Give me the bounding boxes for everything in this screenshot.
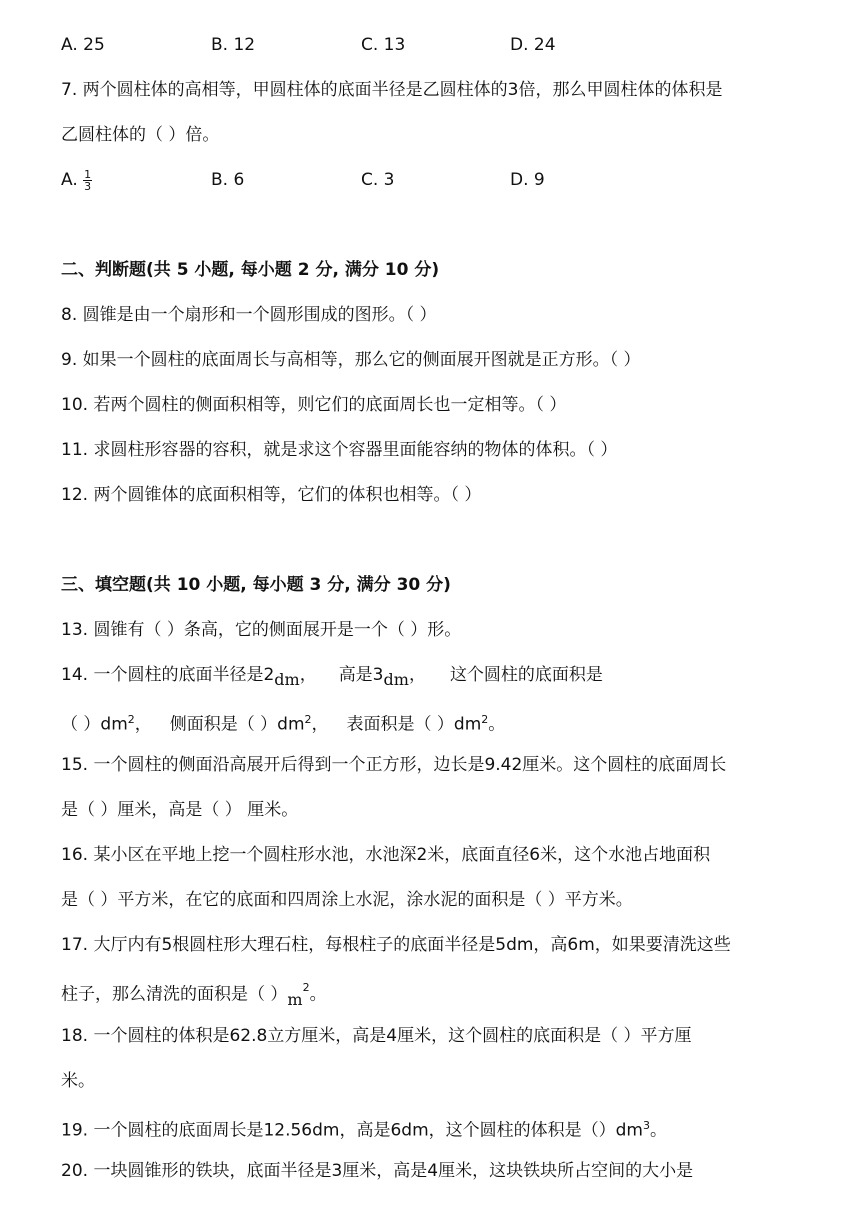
q14-lateral-area: 侧面积是（ ）dm (169, 714, 305, 735)
q7-option-a-prefix: A. (61, 170, 78, 190)
q14-unit-2: dm (383, 670, 409, 689)
q14-sq-1: 2 (127, 713, 135, 726)
q6-option-a: A. 25 (61, 35, 105, 55)
q14-sq-2: 2 (304, 713, 312, 726)
q20-line-1: 20. 一块圆锥形的铁块，底面半径是3厘米，高是4厘米，这块铁块所占空间的大小是 (61, 1161, 694, 1181)
q14-line-2 (61, 708, 505, 737)
q19-end: 。 (649, 1120, 667, 1141)
q14-bottom-area: （ ）dm (61, 714, 128, 735)
q14-text-5: 这个圆柱的底面积是 (449, 665, 603, 685)
q18-line-1: 18. 一个圆柱的体积是62.8立方厘米，高是4厘米，这个圆柱的底面积是（ ）平方厘 (61, 1026, 692, 1046)
q19-sup: 3 (642, 1119, 650, 1132)
q16-line-2: 是（ ）平方米，在它的底面和四周涂上水泥，涂水泥的面积是（ ）平方米。 (61, 890, 633, 910)
q11: 11. 求圆柱形容器的容积，就是求这个容器里面能容纳的物体的体积。（ ） (61, 440, 618, 460)
q14-sep-1: ， (134, 714, 152, 735)
q8: 8. 圆锥是由一个扇形和一个圆形围成的图形。（ ） (61, 305, 437, 325)
q7-option-c: C. 3 (361, 170, 395, 190)
q16-line-1: 16. 某小区在平地上挖一个圆柱形水池，水池深2米，底面直径6米，这个水池占地面积 (61, 845, 711, 865)
q17-line-1: 17. 大厅内有5根圆柱形大理石柱，每根柱子的底面半径是5dm，高6m，如果要清洗这些 (61, 935, 731, 955)
q14-surface-area: 表面积是（ ）dm (346, 714, 482, 735)
q6-option-d: D. 24 (510, 35, 556, 55)
q7-option-b: B. 6 (211, 170, 245, 190)
q17-line-2 (61, 978, 327, 1007)
q12: 12. 两个圆锥体的底面积相等，它们的体积也相等。（ ） (61, 485, 482, 505)
q7-line-1: 7. 两个圆柱体的高相等，甲圆柱体的底面半径是乙圆柱体的3倍，那么甲圆柱体的体积是 (61, 80, 723, 100)
q17-unit: m (287, 989, 303, 1009)
fraction-numerator: 1 (84, 167, 92, 181)
q17-end: 。 (309, 984, 327, 1005)
q14-sep-2: ， (311, 714, 329, 735)
q14-text-3: 高是3 (338, 665, 384, 685)
q7-option-a (61, 168, 92, 192)
fraction-denominator: 3 (84, 179, 92, 193)
q6-option-c: C. 13 (361, 35, 406, 55)
q10: 10. 若两个圆柱的侧面积相等，则它们的底面周长也一定相等。（ ） (61, 395, 567, 415)
q17-text: 柱子，那么清洗的面积是（ ） (61, 984, 288, 1005)
q17-sup: 2 (302, 981, 310, 994)
q19 (61, 1114, 667, 1143)
q15-line-1: 15. 一个圆柱的侧面沿高展开后得到一个正方形，边长是9.42厘米。这个圆柱的底面周长 (61, 755, 727, 775)
q6-option-b: B. 12 (211, 35, 256, 55)
q14-end: 。 (488, 714, 506, 735)
q9: 9. 如果一个圆柱的底面周长与高相等，那么它的侧面展开图就是正方形。（ ） (61, 350, 641, 370)
section-3-heading: 三、填空题(共 10 小题, 每小题 3 分, 满分 30 分) (61, 575, 451, 595)
q18-line-2: 米。 (61, 1071, 95, 1091)
q15-line-2: 是（ ）厘米，高是（ ） 厘米。 (61, 800, 299, 820)
q14-unit-1: dm (274, 670, 300, 689)
q14-text-1: 14. 一个圆柱的底面半径是2 (61, 665, 275, 685)
q14-line-1 (61, 663, 603, 687)
q14-text-2: ， (299, 665, 317, 685)
q14-text-4: ， (408, 665, 426, 685)
q7-option-a-fraction (83, 169, 92, 192)
q7-line-2: 乙圆柱体的（ ）倍。 (61, 125, 220, 145)
q7-option-d: D. 9 (510, 170, 545, 190)
q13: 13. 圆锥有（ ）条高，它的侧面展开是一个（ ）形。 (61, 620, 462, 640)
q19-text: 19. 一个圆柱的底面周长是12.56dm，高是6dm，这个圆柱的体积是（）dm (61, 1120, 643, 1141)
section-2-heading: 二、判断题(共 5 小题, 每小题 2 分, 满分 10 分) (61, 260, 440, 280)
q14-sq-3: 2 (481, 713, 489, 726)
